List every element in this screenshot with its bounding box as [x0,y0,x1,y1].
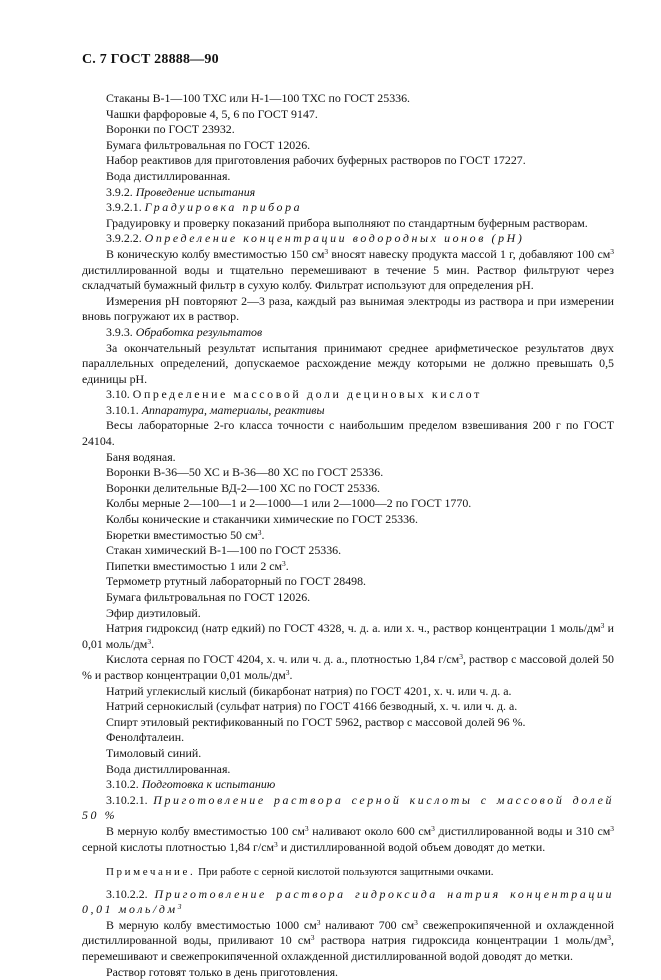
paragraph: Натрий сернокислый (сульфат натрия) по ГОСТ 4166 безводный, х. ч. или ч. д. а. [106,699,518,714]
paragraph: Пипетки вместимостью 1 или 2 $см^3$. [106,558,289,573]
paragraph: Воронки В-36—50 ХС и В-36—80 ХС по ГОСТ 25336. [106,465,384,480]
paragraph: Спирт этиловый ректификованный по ГОСТ 5962, раствор с массовой долей 96 %. [106,714,526,729]
paragraph: В мерную колбу вместимостью 1000 $см^3$ наливают 700 $см^3$ свежепрокипяченной и охлажденной дистиллированной воды, приливают 10 $см^3$ раствора натрия гидроксида концентрации 1 моль/$дм^3$, перемешивают и свежепрокипяченной охлажденной дистиллированной водой доводят до метки. [82,917,615,964]
paragraph: Набор реактивов для приготовления рабочих буферных растворов по ГОСТ 17227. [106,153,526,168]
section-heading: 3.9.2.1. Градуировка прибора [106,200,303,215]
paragraph: Эфир диэтиловый. [106,605,201,620]
section-heading: 3.10.1. Аппаратура, материалы, реактивы [106,402,325,417]
paragraph: Баня водяная. [106,449,176,464]
paragraph: Натрий углекислый кислый (бикарбонат натрия) по ГОСТ 4201, х. ч. или ч. д. а. [106,683,512,698]
paragraph: Воронки делительные ВД-2—100 ХС по ГОСТ 25336. [106,480,380,495]
section-heading: 3.10.2. Подготовка к испытанию [106,777,276,792]
paragraph: Бюретки вместимостью 50 $см^3$. [106,527,265,542]
page-header: С. 7 ГОСТ 28888—90 [82,52,219,67]
section-heading: 3.9.2.2. Определение концентрации водородных ионов (рН) [106,231,525,246]
paragraph: Стаканы В-1—100 ТХС или Н-1—100 ТХС по ГОСТ 25336. [106,91,411,105]
paragraph: Колбы мерные 2—100—1 и 2—1000—1 или 2—1000—2 по ГОСТ 1770. [106,496,472,511]
paragraph: Натрия гидроксид (натр едкий) по ГОСТ 4328, ч. д. а. или х. ч., раствор концентрации 1 моль/$дм^3$ и 0,01 моль/$дм^3$. [82,621,614,651]
section-heading: 3.10.2.2. Приготовление раствора гидроксида натрия концентрации 0,01 моль/$дм^3$ [82,886,614,917]
paragraph: Воронки по ГОСТ 23932. [106,122,235,137]
paragraph: Бумага фильтровальная по ГОСТ 12026. [106,137,311,152]
paragraph: Фенолфталеин. [106,730,185,745]
paragraph: Кислота серная по ГОСТ 4204, х. ч. или ч. д. а., плотностью 1,84 $г/см^3$, раствор с массовой долей 50 % и раствор концентрации 0,01 моль/$дм^3$. [82,652,614,682]
paragraph: Чашки фарфоровые 4, 5, 6 по ГОСТ 9147. [106,106,318,121]
section-heading: 3.10.2.1. Приготовление раствора серной кислоты с массовой долей 50 % [82,792,614,823]
note: Примечание. При работе с серной кислотой пользуются защитными очками. [106,866,494,879]
paragraph: Бумага фильтровальная по ГОСТ 12026. [106,590,311,604]
paragraph: Вода дистиллированная. [106,168,231,183]
document-body [82,91,614,980]
paragraph: Колбы конические и стаканчики химические по ГОСТ 25336. [106,512,418,527]
paragraph: Градуировку и проверку показаний прибора выполняют по стандартным буферным растворам. [106,215,588,230]
paragraph: Стакан химический В-1—100 по ГОСТ 25336. [106,543,342,558]
paragraph: Раствор готовят только в день приготовления. [106,964,339,979]
paragraph: Весы лабораторные 2-го класса точности с наибольшим пределом взвешивания 200 г по ГОСТ 24104. [82,418,614,449]
paragraph: Тимоловый синий. [106,745,202,760]
paragraph: В коническую колбу вместимостью 150 $см^3$ вносят навеску продукта массой 1 г, добавляют 100 $см^3$ дистиллированной воды и тщательно перемешивают в течение 5 мин. Раствор фильтруют через складчатый бумажный фильтр в сухую колбу. Фильтрат используют для определения рН. [82,246,614,293]
paragraph: Термометр ртутный лабораторный по ГОСТ 28498. [106,574,367,589]
paragraph: Вода дистиллированная. [106,761,231,776]
section-heading: 3.9.3. Обработка результатов [106,324,263,339]
paragraph: В мерную колбу вместимостью 100 $см^3$ наливают около 600 $см^3$ дистиллированной воды и 310 $см^3$ серной кислоты плотностью 1,84 $г/см^3$ и дистиллированной водой объем доводят до метки. [82,823,615,854]
section-heading: 3.10. Определение массовой доли дециновых кислот [106,387,482,402]
paragraph: За окончательный результат испытания принимают среднее арифметическое результатов двух параллельных определений, допускаемое расхождение между которыми не должно превышать 0,5 единицы рН. [82,340,614,386]
paragraph: Измерения рН повторяют 2—3 раза, каждый раз вынимая электроды из раствора и при измерении вновь погружают их в раствор. [82,293,614,324]
section-heading: 3.9.2. Проведение испытания [106,184,256,199]
